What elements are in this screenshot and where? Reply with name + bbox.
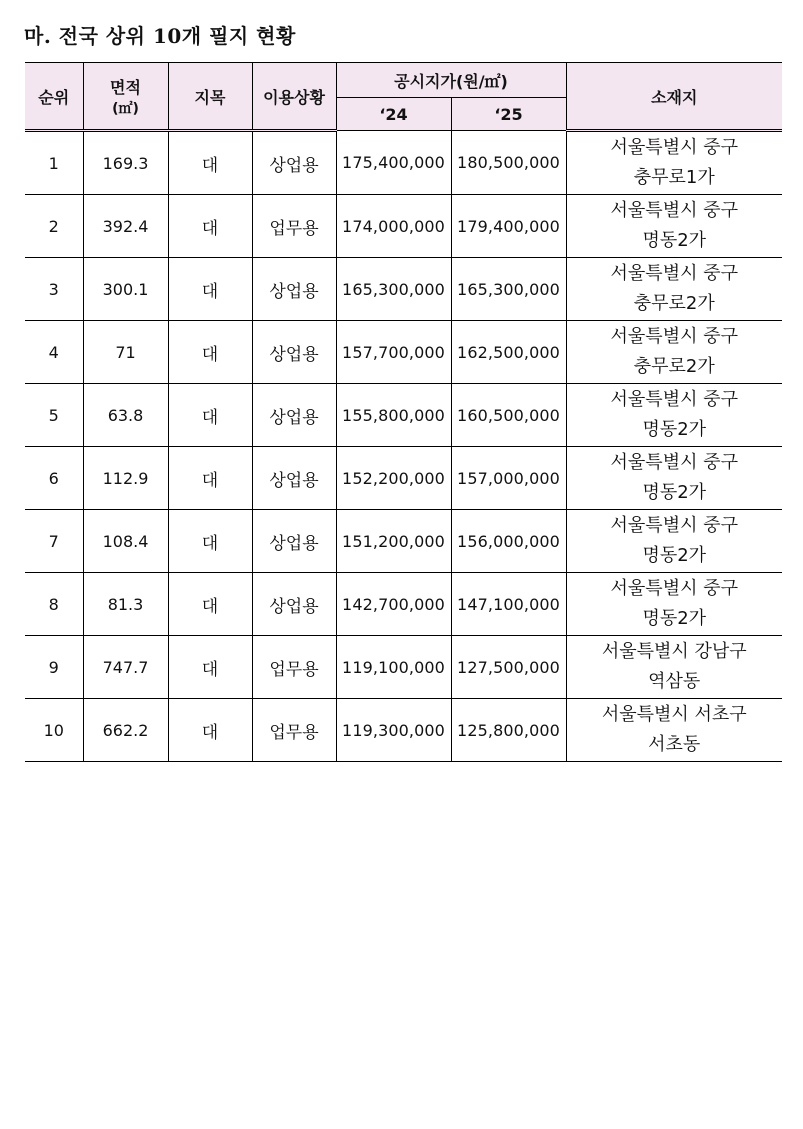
cell-usage: 상업용 — [252, 321, 336, 384]
cell-usage: 상업용 — [252, 131, 336, 195]
cell-rank: 7 — [25, 510, 83, 573]
table-row — [25, 447, 782, 510]
table-row — [25, 131, 782, 195]
location-line-1: 서울특별시 중구 — [610, 452, 738, 473]
cell-price-2025: 162,500,000 — [451, 321, 566, 384]
table-row — [25, 384, 782, 447]
header-rank: 순위 — [25, 63, 83, 131]
cell-area: 71 — [83, 321, 168, 384]
cell-location — [566, 636, 782, 699]
cell-land-category: 대 — [168, 131, 252, 195]
cell-area: 300.1 — [83, 258, 168, 321]
cell-area: 169.3 — [83, 131, 168, 195]
location-line-2: 명동2가 — [642, 419, 707, 440]
cell-area: 392.4 — [83, 195, 168, 258]
cell-price-2025: 165,300,000 — [451, 258, 566, 321]
cell-land-category: 대 — [168, 699, 252, 762]
cell-rank: 4 — [25, 321, 83, 384]
cell-rank: 5 — [25, 384, 83, 447]
location-line-2: 명동2가 — [642, 608, 707, 629]
cell-usage: 업무용 — [252, 195, 336, 258]
location-line-2: 충무로1가 — [633, 167, 715, 188]
table-body — [25, 131, 782, 762]
cell-price-2025: 127,500,000 — [451, 636, 566, 699]
cell-area: 108.4 — [83, 510, 168, 573]
location-line-2: 서초동 — [648, 734, 701, 755]
cell-rank: 6 — [25, 447, 83, 510]
cell-usage: 상업용 — [252, 447, 336, 510]
header-area-label: 면적 — [110, 77, 141, 97]
cell-location — [566, 699, 782, 762]
cell-location — [566, 384, 782, 447]
header-usage: 이용상황 — [252, 63, 336, 131]
top-parcels-table — [25, 62, 782, 762]
location-line-1: 서울특별시 중구 — [610, 515, 738, 536]
cell-price-2025: 160,500,000 — [451, 384, 566, 447]
cell-usage: 업무용 — [252, 636, 336, 699]
cell-rank: 1 — [25, 131, 83, 195]
cell-price-2024: 175,400,000 — [336, 131, 451, 195]
cell-price-2025: 156,000,000 — [451, 510, 566, 573]
location-line-1: 서울특별시 강남구 — [601, 641, 747, 662]
header-land-category: 지목 — [168, 63, 252, 131]
table-row — [25, 699, 782, 762]
header-price-2024: ‘24 — [336, 98, 451, 131]
cell-rank: 10 — [25, 699, 83, 762]
cell-price-2024: 142,700,000 — [336, 573, 451, 636]
cell-rank: 2 — [25, 195, 83, 258]
table-row — [25, 636, 782, 699]
location-line-2: 명동2가 — [642, 545, 707, 566]
header-area-unit: (㎡) — [112, 100, 139, 117]
location-line-2: 역삼동 — [648, 671, 701, 692]
location-line-1: 서울특별시 중구 — [610, 200, 738, 221]
cell-usage: 상업용 — [252, 573, 336, 636]
cell-land-category: 대 — [168, 447, 252, 510]
cell-price-2024: 155,800,000 — [336, 384, 451, 447]
cell-price-2025: 125,800,000 — [451, 699, 566, 762]
cell-location — [566, 131, 782, 195]
cell-area: 662.2 — [83, 699, 168, 762]
header-official-price: 공시지가(원/㎡) — [336, 63, 566, 98]
cell-location — [566, 258, 782, 321]
cell-area: 747.7 — [83, 636, 168, 699]
cell-price-2024: 157,700,000 — [336, 321, 451, 384]
cell-land-category: 대 — [168, 258, 252, 321]
section-heading: 마. 전국 상위 10개 필지 현황 — [24, 24, 296, 48]
cell-land-category: 대 — [168, 510, 252, 573]
location-line-1: 서울특별시 중구 — [610, 263, 738, 284]
cell-area: 81.3 — [83, 573, 168, 636]
location-line-1: 서울특별시 중구 — [610, 578, 738, 599]
cell-price-2024: 119,300,000 — [336, 699, 451, 762]
table-row — [25, 573, 782, 636]
table-row — [25, 321, 782, 384]
header-location: 소재지 — [566, 63, 782, 131]
cell-land-category: 대 — [168, 195, 252, 258]
location-line-1: 서울특별시 중구 — [610, 389, 738, 410]
cell-rank: 8 — [25, 573, 83, 636]
cell-location — [566, 510, 782, 573]
location-line-2: 충무로2가 — [633, 293, 715, 314]
table-row — [25, 195, 782, 258]
cell-location — [566, 195, 782, 258]
cell-price-2025: 180,500,000 — [451, 131, 566, 195]
cell-area: 63.8 — [83, 384, 168, 447]
table-row — [25, 258, 782, 321]
cell-price-2024: 119,100,000 — [336, 636, 451, 699]
location-line-1: 서울특별시 서초구 — [601, 704, 747, 725]
table-row — [25, 510, 782, 573]
cell-price-2025: 179,400,000 — [451, 195, 566, 258]
cell-land-category: 대 — [168, 321, 252, 384]
cell-price-2024: 165,300,000 — [336, 258, 451, 321]
cell-land-category: 대 — [168, 573, 252, 636]
cell-price-2025: 147,100,000 — [451, 573, 566, 636]
cell-usage: 상업용 — [252, 258, 336, 321]
cell-usage: 상업용 — [252, 384, 336, 447]
cell-usage: 상업용 — [252, 510, 336, 573]
cell-location — [566, 321, 782, 384]
header-price-2025: ‘25 — [451, 98, 566, 131]
cell-usage: 업무용 — [252, 699, 336, 762]
cell-price-2024: 174,000,000 — [336, 195, 451, 258]
location-line-2: 충무로2가 — [633, 356, 715, 377]
header-area — [83, 63, 168, 131]
cell-location — [566, 447, 782, 510]
cell-land-category: 대 — [168, 384, 252, 447]
location-line-1: 서울특별시 중구 — [610, 137, 738, 158]
location-line-2: 명동2가 — [642, 230, 707, 251]
cell-price-2024: 152,200,000 — [336, 447, 451, 510]
cell-location — [566, 573, 782, 636]
cell-area: 112.9 — [83, 447, 168, 510]
location-line-2: 명동2가 — [642, 482, 707, 503]
location-line-1: 서울특별시 중구 — [610, 326, 738, 347]
cell-land-category: 대 — [168, 636, 252, 699]
cell-price-2024: 151,200,000 — [336, 510, 451, 573]
cell-rank: 9 — [25, 636, 83, 699]
cell-price-2025: 157,000,000 — [451, 447, 566, 510]
cell-rank: 3 — [25, 258, 83, 321]
